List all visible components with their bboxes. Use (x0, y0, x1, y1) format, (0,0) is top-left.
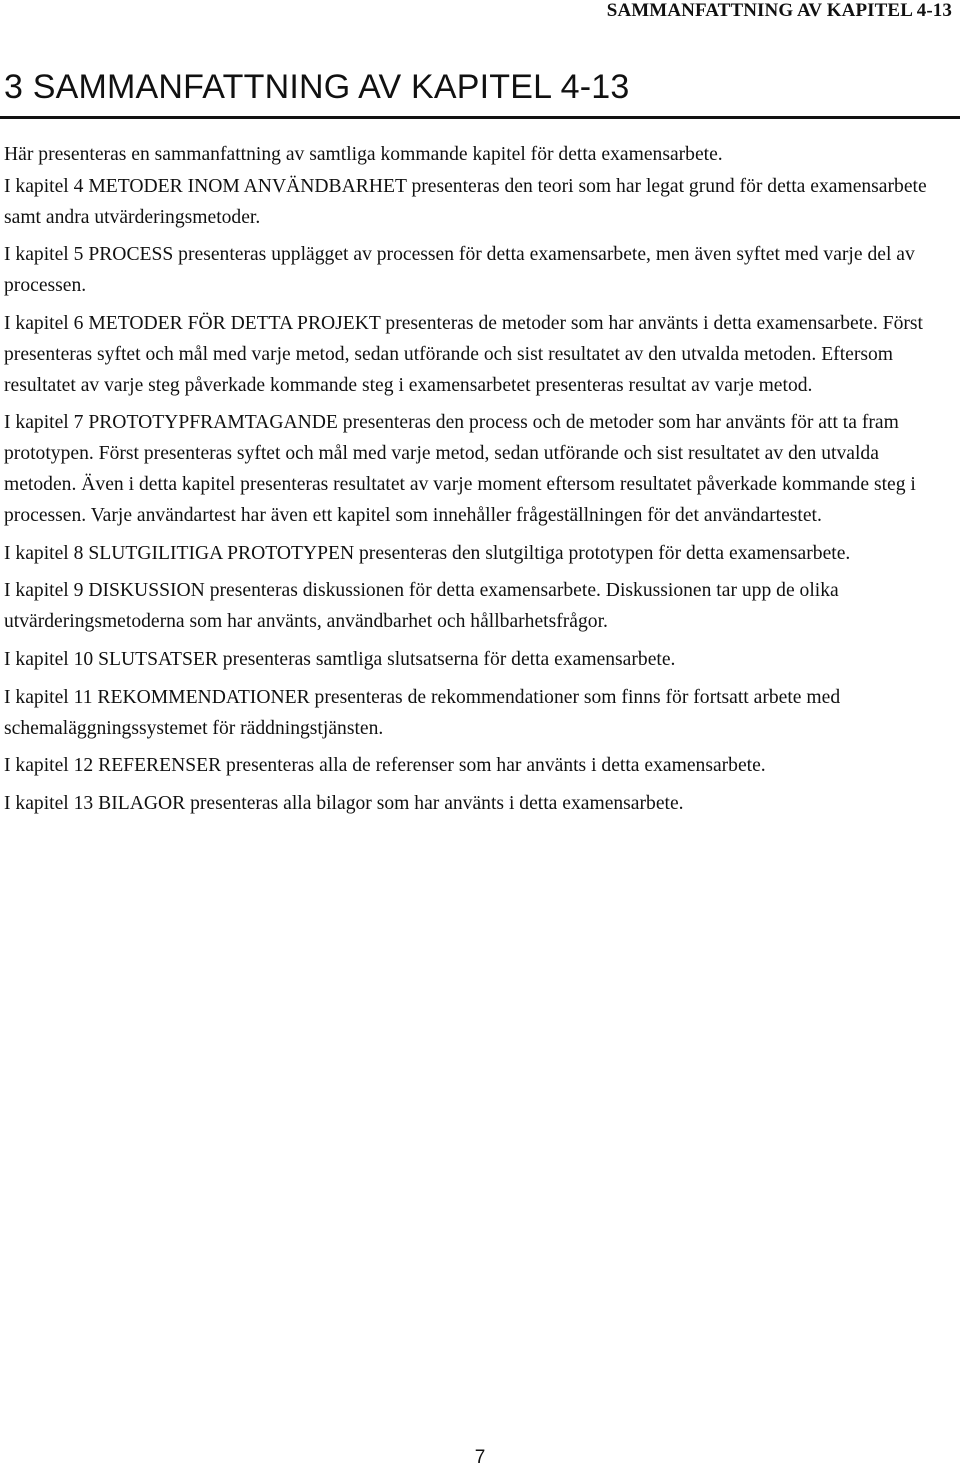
running-header: SAMMANFATTNING AV KAPITEL 4-13 (606, 0, 952, 21)
paragraph-chapter-12: I kapitel 12 REFERENSER presenteras alla de referenser som har använts i detta examensarbete. (4, 755, 766, 777)
paragraph-chapter-7: I kapitel 7 PROTOTYPFRAMTAGANDE presenteras den process och de metoder som har använts för att ta fram prototypen. Först presenteras syftet och mål med varje metod, sedan utförande och sist resultatet av den utvalda metoden. Även i detta kapitel presenteras resultatet av varje moment eftersom resultatet påverkade kommande steg i processen. Varje användartest har även ett kapitel som innehåller frågeställningen för det användartestet. (4, 412, 916, 526)
paragraph-chapter-8: I kapitel 8 SLUTGILITIGA PROTOTYPEN presenteras den slutgiltiga prototypen för detta examensarbete. (4, 542, 851, 564)
paragraph-chapter-5: I kapitel 5 PROCESS presenteras upplägget av processen för detta examensarbete, men även syftet med varje del av processen. (4, 244, 915, 297)
paragraph-intro: Här presenteras en sammanfattning av samtliga kommande kapitel för detta examensarbete. (4, 144, 723, 165)
paragraph-chapter-9: I kapitel 9 DISKUSSION presenteras diskussionen för detta examensarbete. Diskussionen tar upp de olika utvärderingsmetoderna som har använts, användbarhet och hållbarhetsfrågor. (4, 580, 839, 633)
paragraph-chapter-10: I kapitel 10 SLUTSATSER presenteras samtliga slutsatserna för detta examensarbete. (4, 648, 676, 670)
page-number: 7 (474, 1447, 486, 1468)
paragraph-chapter-6: I kapitel 6 METODER FÖR DETTA PROJEKT presenteras de metoder som har använts i detta examensarbete. Först presenteras syftet och mål med varje metod, sedan utförande och sist resultatet av den utvalda metoden. Eftersom resultatet av varje steg påverkade kommande steg i examensarbetet presenteras resultat av varje metod. (4, 312, 923, 396)
title-rule (0, 116, 960, 119)
paragraph-chapter-11: I kapitel 11 REKOMMENDATIONER presenteras de rekommendationer som finns för fortsatt arbete med schemaläggningssystemet för räddningstjänsten. (4, 686, 841, 739)
chapter-title: 3 SAMMANFATTNING AV KAPITEL 4-13 (4, 68, 630, 106)
paragraph-chapter-4: I kapitel 4 METODER INOM ANVÄNDBARHET presenteras den teori som har legat grund för detta examensarbete samt andra utvärderingsmetoder. (4, 175, 927, 228)
paragraph-chapter-13: I kapitel 13 BILAGOR presenteras alla bilagor som har använts i detta examensarbete. (4, 793, 684, 815)
body-text (4, 140, 956, 827)
